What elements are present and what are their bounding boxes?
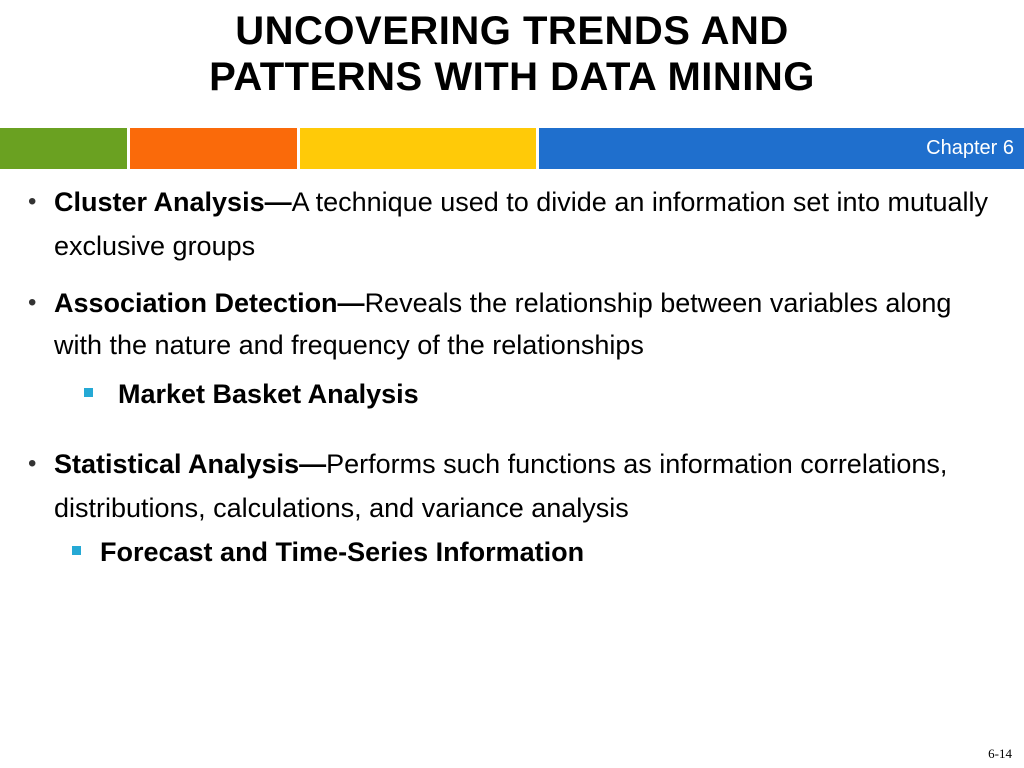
sub-bullet-market-basket [24, 372, 1004, 416]
slide-title [0, 8, 1024, 100]
sub-bullet-forecast [24, 530, 1004, 574]
bar-segment-orange [130, 128, 300, 169]
square-bullet-icon [72, 546, 81, 555]
bullet-description: Performs such functions as information correlations, distributions, calculations, and variance analysis [54, 449, 948, 523]
bar-segment-blue [539, 128, 1024, 169]
bullet-term: Statistical Analysis— [54, 449, 327, 479]
page-number: 6-14 [988, 746, 1012, 761]
chapter-label: Chapter 6 [926, 137, 1014, 159]
slide-content [24, 180, 1004, 574]
color-header-bar [0, 128, 1024, 169]
bullet-term: Cluster Analysis— [54, 187, 292, 217]
bullet-term: Association Detection— [54, 288, 365, 318]
bullet-cluster-analysis [24, 180, 1004, 268]
bullet-description: A technique used to divide an information set into mutually exclusive groups [54, 187, 989, 261]
bullet-association-detection [24, 282, 1004, 366]
sub-bullet-text: Market Basket Analysis [118, 379, 419, 409]
title-line-1: UNCOVERING TRENDS AND [235, 9, 789, 53]
bullet-description: Reveals the relationship between variables along with the nature and frequency of the relationships [54, 288, 952, 360]
bar-segment-green [0, 128, 130, 169]
square-bullet-icon [84, 388, 93, 397]
bar-segment-yellow [300, 128, 539, 169]
title-line-2: PATTERNS WITH DATA MINING [209, 55, 815, 99]
bullet-statistical-analysis [24, 442, 1004, 530]
sub-bullet-text: Forecast and Time-Series Information [100, 537, 585, 567]
